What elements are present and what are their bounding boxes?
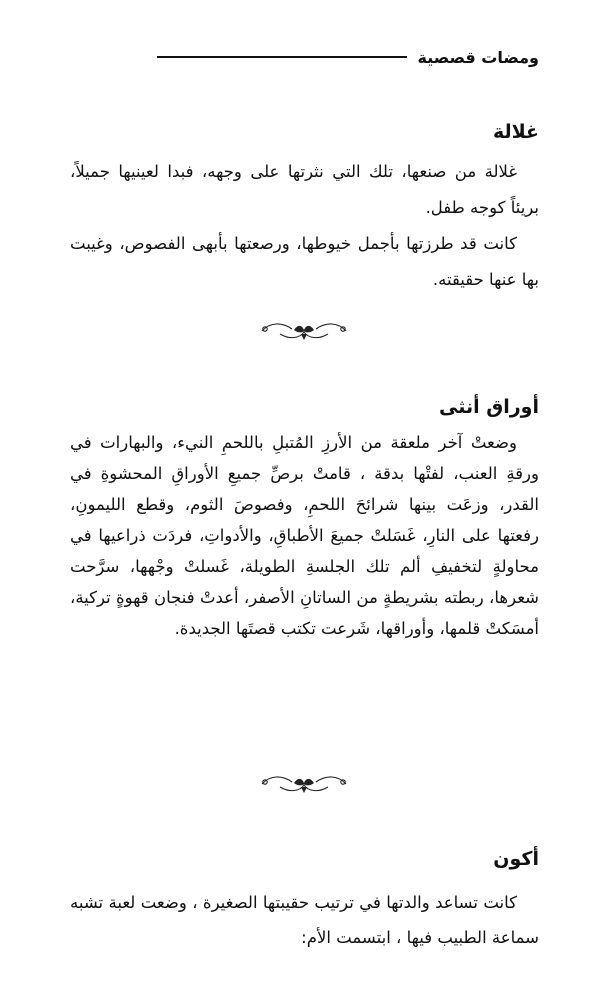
story-awraq-untha [70, 393, 539, 644]
story-title: أكون [493, 848, 539, 870]
story-ghilala [70, 118, 539, 298]
story-paragraph: كانت قد طرزتها بأجمل خيوطها، ورصعتها بأبهى الفصوص، وغيبت بها عنها حقيقته. [70, 234, 539, 289]
floral-divider-icon [0, 318, 607, 344]
story-title: أوراق أنثى [438, 396, 539, 418]
story-title: غلالة [492, 121, 539, 143]
story-paragraph: كانت تساعد والدتها في ترتيب حقيبتها الصغيرة ، وضعت لعبة تشبه سماعة الطبيب فيها ، ابتسمت الأم: [70, 893, 539, 947]
story-paragraph: وضعتْ آخر ملعقة من الأرزِ المُتبلِ باللحمِ النيء، والبهارات في ورقةِ العنب، لفتْها بدقة ، قامتْ برصِّ جميعِ الأوراقِ المحشوةِ في القدر، وزعَت بينها شرائحَ اللحمِ، وفصوصَ الثوم، وقطع الليمونِ، رفعتها على النارِ، غَسَلتْ جميعَ الأطباقِ، والأدواتِ، فردَت ذراعيها في محاولةٍ لتخفيفِ ألم تلك الجلسةِ الطويلة، غَسلتْ وجْهها، سرَّحت شعرها، ربطته بشريطةٍ من الساتانِ الأصفر، أعدتْ فنجان قهوةٍ تركية، أمسَكتْ قلمها، وأوراقها، شَرعت تكتب قصتَها الجديدة. [70, 433, 539, 638]
story-akoon [70, 845, 539, 955]
running-header [70, 42, 539, 72]
header-rule [157, 56, 407, 58]
running-title: ومضات قصصية [417, 47, 539, 67]
floral-divider-icon [0, 771, 607, 797]
story-paragraph: غلالة من صنعها، تلك التي نثرتها على وجهه، فبدا لعينيها جميلاً، بريئاً كوجه طفل. [70, 162, 539, 217]
